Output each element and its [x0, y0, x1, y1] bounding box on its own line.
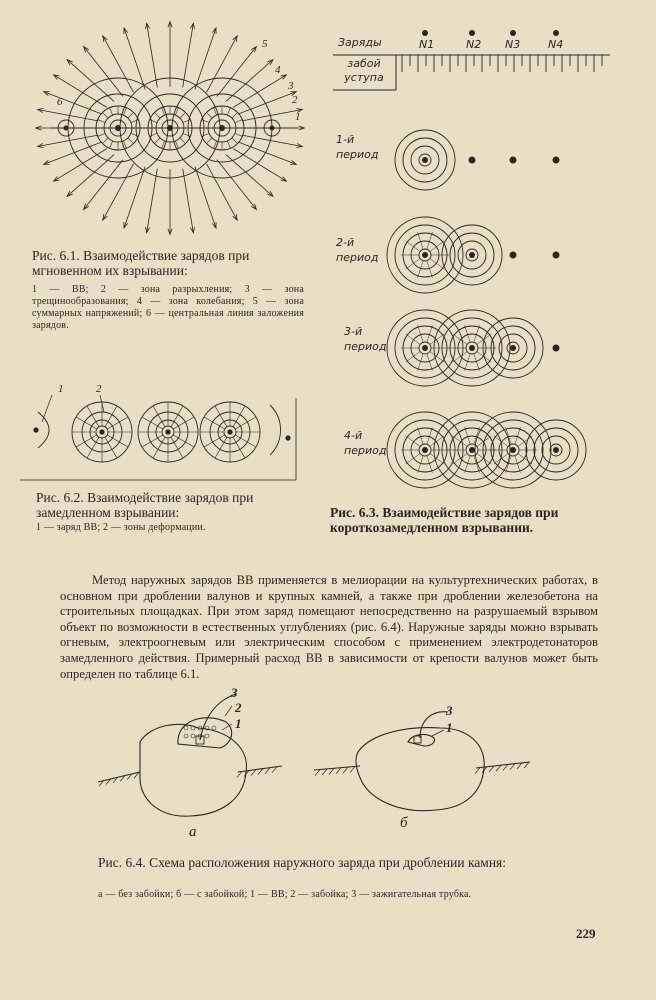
fig62-caption-title: Рис. 6.2. Взаимодействие зарядов при замедленном взрывании: [36, 490, 254, 520]
fig63-period-4: 4-й период [344, 429, 387, 457]
page-number: 229 [576, 926, 596, 941]
fig64b-leader-1 [432, 730, 444, 736]
fig64a-explosive-grain [191, 734, 195, 738]
fig64-hatch-mark [329, 768, 334, 774]
fig63-period-3: 3-й период [344, 325, 387, 353]
fig64a-explosive-grain [184, 734, 188, 738]
fig63-caption-title: Рис. 6.3. Взаимодействие зарядов при короткозамедленном взрывании. [330, 505, 559, 535]
fig64-hatch-mark [315, 770, 320, 776]
fig64-hatch-mark [237, 771, 242, 777]
fig63-header-face: забой уступа [344, 57, 384, 84]
fig64b-label-1: 1 [446, 720, 453, 735]
fig61-label-2: 2 [292, 94, 298, 106]
fig64a-label-1: 1 [235, 716, 242, 731]
fig61-caption-title: Рис. 6.1. Взаимодействие зарядов при мгновенном их взрывании: [32, 248, 250, 278]
fig64a-ground-line [98, 766, 282, 782]
fig62-label-2: 2 [96, 383, 102, 395]
fig64-hatch-mark [475, 768, 480, 774]
fig64-caption-title: Рис. 6.4. Схема расположения наружного заряда при дроблении камня: [98, 855, 507, 870]
fig63-charge-label-n3: N3 [505, 38, 521, 51]
fig64a-label-3: 3 [231, 685, 238, 700]
fig61-label-4: 4 [275, 64, 281, 76]
fig63-charge-label-n2: N2 [466, 38, 482, 51]
fig61-label-3: 3 [288, 80, 294, 92]
fig63-charge-label-n1: N1 [419, 38, 435, 51]
fig63-period-1: 1-й период [336, 133, 379, 161]
fig64-hatch-mark [322, 769, 327, 775]
fig63-header-charges: Заряды [338, 36, 382, 49]
fig64a-label-2: 2 [235, 700, 242, 715]
fig63-charge-label-n4: N4 [548, 38, 564, 51]
fig61-caption-legend: 1 — ВВ; 2 — зона разрыхления; 3 — зона трещинообразования; 4 — зона колебания; 5 — зона суммарных напряжений; 6 — центральная линия заложения зарядов. [32, 284, 304, 331]
fig64-sublabel-b: б [400, 815, 408, 831]
fig61-label-5: 5 [262, 38, 268, 50]
fig64-hatch-mark [336, 768, 341, 774]
main-paragraph: Метод наружных зарядов ВВ применяется в мелиорации на культуртехнических работах, в основном при дроблении валунов и крупных камней, а также при дроблении железобетона на строительных площадках. При этом заряд помещают непосредственно на разрушаемый взрывом объект по возможности в естественных углублениях (рис. 6.4). Наружные заряды можно взрывать огневым, электроогневым или электрическим способом с применением электродетонаторов замедленного действия. Примерный расход ВВ в зависимости от крепости валунов может быть определен по таблице 6.1. [60, 573, 598, 681]
fig64a-explosive-grain [205, 734, 209, 738]
fig64b-label-3: 3 [446, 703, 453, 718]
fig64-sublabel-a: а [189, 824, 197, 840]
fig64-hatch-mark [343, 767, 348, 773]
fig64a-charge-body [178, 718, 232, 748]
fig64a-explosive-grain [184, 726, 188, 730]
fig64-ground-hatching [99, 762, 529, 786]
fig62-caption-legend: 1 — заряд ВВ; 2 — зоны деформации. [36, 522, 206, 533]
fig62-label-1: 1 [58, 383, 64, 395]
fig61-label-6: 6 [57, 96, 63, 108]
fig64-caption-legend: а — без забойки; б — с забойкой; 1 — ВВ; 2 — забойка; 3 — зажигательная трубка. [98, 889, 472, 900]
fig61-label-1: 1 [295, 111, 301, 123]
fig63-period-2: 2-й период [336, 236, 379, 264]
fig64a-explosive-grain [212, 726, 216, 730]
fig64a-leader-2 [225, 706, 232, 716]
fig64b-stone [356, 728, 484, 811]
